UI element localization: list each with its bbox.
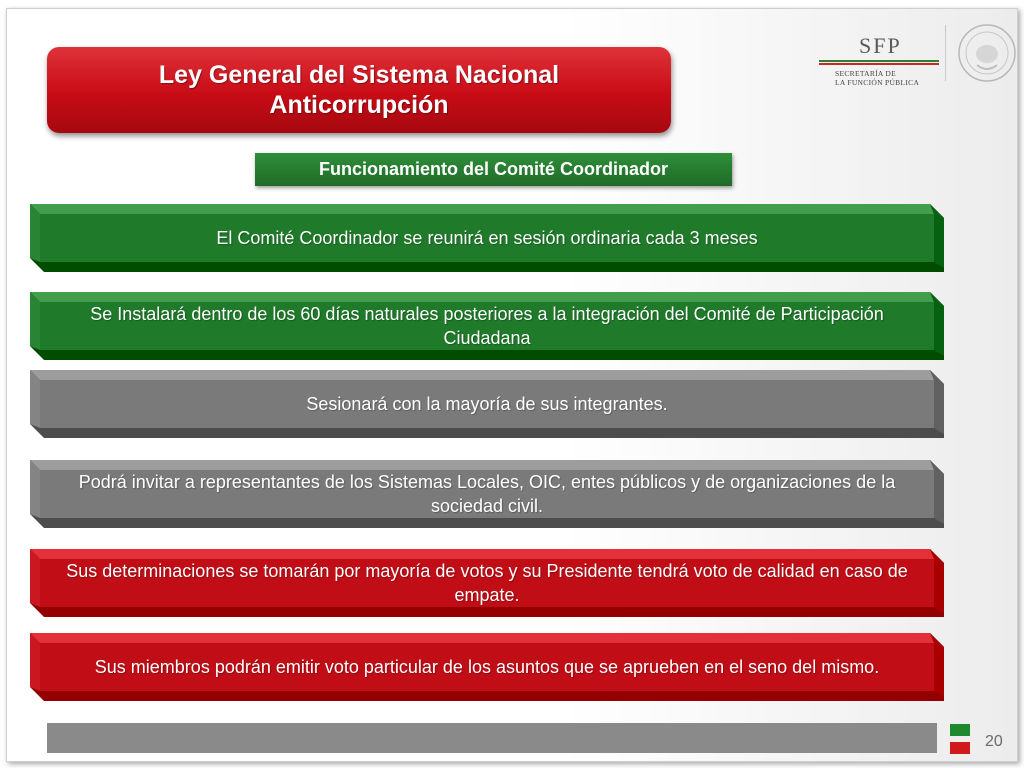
info-item-6 [30, 633, 944, 701]
item-bevel-left [30, 204, 40, 262]
item-text-2: Se Instalará dentro de los 60 días naturales posteriores a la integración del Comité de Participación Ciudadana [90, 304, 884, 348]
item-bevel-left [30, 292, 40, 350]
item-text-3: Sesionará con la mayoría de sus integrantes. [306, 394, 668, 414]
item-text-1: El Comité Coordinador se reunirá en sesión ordinaria cada 3 meses [216, 228, 758, 248]
flag-green-swatch [950, 724, 970, 736]
item-text-4: Podrá invitar a representantes de los Sistemas Locales, OIC, entes públicos y de organizaciones de la sociedad civil. [78, 472, 896, 516]
footer-bar [47, 723, 937, 753]
info-item-5 [30, 549, 944, 617]
flag-red-swatch [950, 742, 970, 754]
item-bevel-left [30, 549, 40, 607]
item-bevel-left [30, 370, 40, 428]
sfp-logo [819, 27, 939, 87]
info-item-1 [30, 204, 944, 272]
item-bevel-left [30, 460, 40, 518]
logo-red-line [819, 63, 939, 65]
sfp-logo-abbr: SFP [859, 33, 902, 58]
section-subtitle [255, 153, 732, 186]
page-title: Ley General del Sistema Nacional Anticorrupción [158, 61, 560, 119]
page-number: 20 [985, 733, 1003, 750]
title-box [47, 47, 671, 133]
logo-divider [945, 25, 946, 81]
item-text-5: Sus determinaciones se tomarán por mayoría de votos y su Presidente tendrá voto de calidad en caso de empate. [66, 561, 908, 605]
item-bevel-left [30, 633, 40, 691]
sfp-logo-line1: SECRETARÍA DE [835, 69, 897, 78]
item-text-6: Sus miembros podrán emitir voto particular de los asuntos que se aprueben en el seno del mismo. [94, 657, 880, 677]
sfp-logo-subtitle [835, 69, 919, 87]
sfp-logo-line2: LA FUNCIÓN PÚBLICA [835, 78, 920, 87]
logo-green-line [819, 60, 939, 62]
info-item-3 [30, 370, 944, 438]
info-item-2 [30, 292, 944, 360]
section-subtitle-text: Funcionamiento del Comité Coordinador [318, 159, 668, 179]
national-seal-icon [957, 23, 1017, 83]
info-item-4 [30, 460, 944, 528]
